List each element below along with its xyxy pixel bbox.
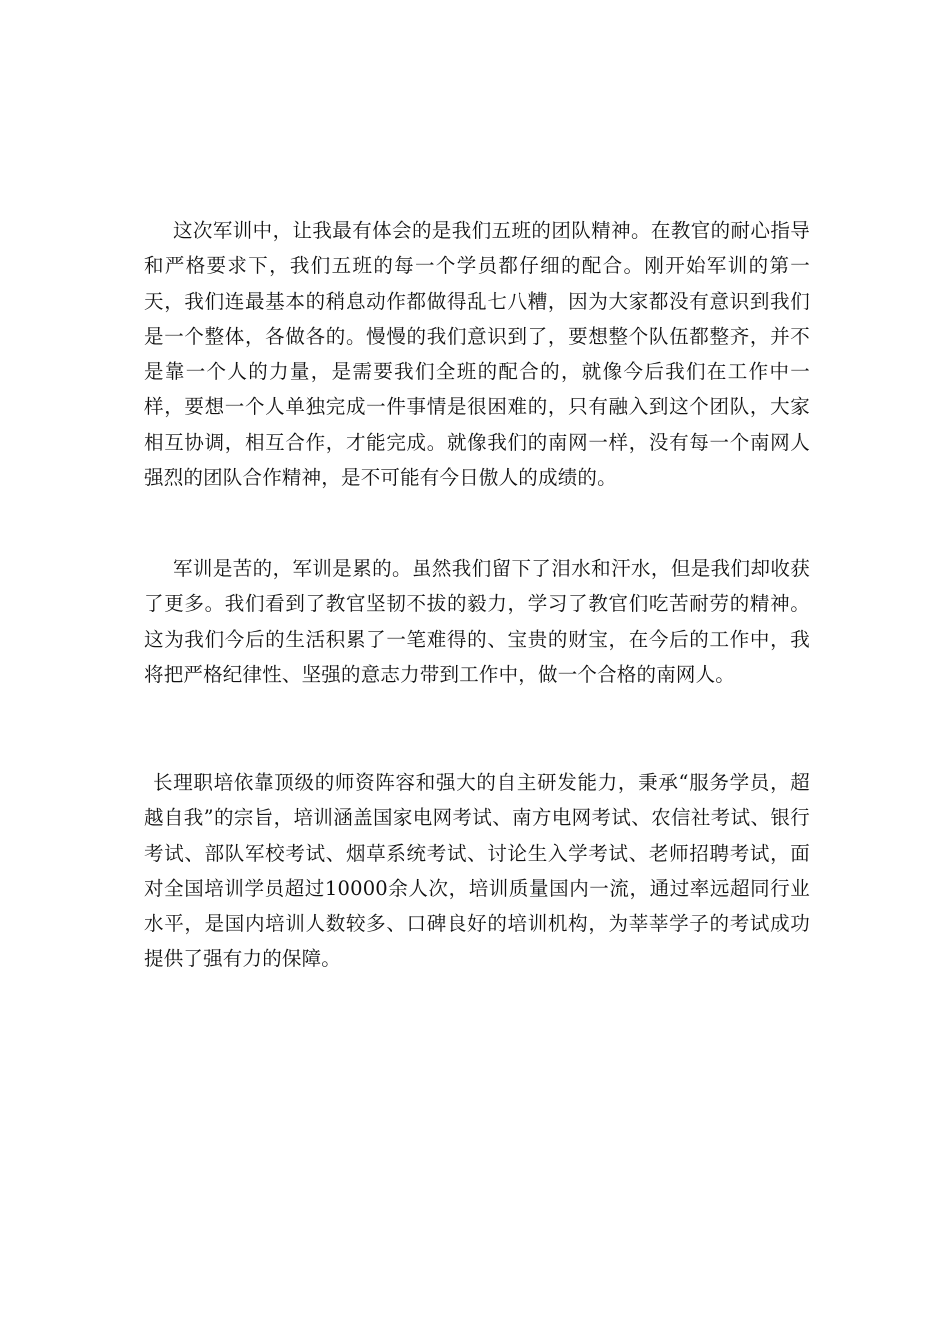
- paragraph-military-training-teamwork: 这次军训中，让我最有体会的是我们五班的团队精神。在教官的耐心指导和严格要求下，我们五班的每一个学员都仔细的配合。刚开始军训的第一天，我们连最基本的稍息动作都做得乱七八糟，因为大家都没有意识到我们是一个整体，各做各的。慢慢的我们意识到了，要想整个队伍都整齐，并不是靠一个人的力量，是需要我们全班的配合的，就像今后我们在工作中一样，要想一个人单独完成一件事情是很困难的，只有融入到这个团队，大家相互协调，相互合作，才能完成。就像我们的南网一样，没有每一个南网人强烈的团队合作精神，是不可能有今日傲人的成绩的。: [144, 219, 810, 490]
- paragraph-training-institution-ad: 长理职培依靠顶级的师资阵容和强大的自主研发能力，秉承“服务学员，超越自我”的宗旨，培训涵盖国家电网考试、南方电网考试、农信社考试、银行考试、部队军校考试、烟草系统考试、讨论生入学考试、老师招聘考试，面对全国培训学员超过10000余人次，培训质量国内一流，通过率远超同行业水平，是国内培训人数较多、口碑良好的培训机构，为莘莘学子的考试成功提供了强有力的保障。: [144, 771, 810, 971]
- paragraph-military-training-hardship: 军训是苦的，军训是累的。虽然我们留下了泪水和汗水，但是我们却收获了更多。我们看到了教官坚韧不拔的毅力，学习了教官们吃苦耐劳的精神。这为我们今后的生活积累了一笔难得的、宝贵的财宝，在今后的工作中，我将把严格纪律性、坚强的意志力带到工作中，做一个合格的南网人。: [144, 557, 810, 686]
